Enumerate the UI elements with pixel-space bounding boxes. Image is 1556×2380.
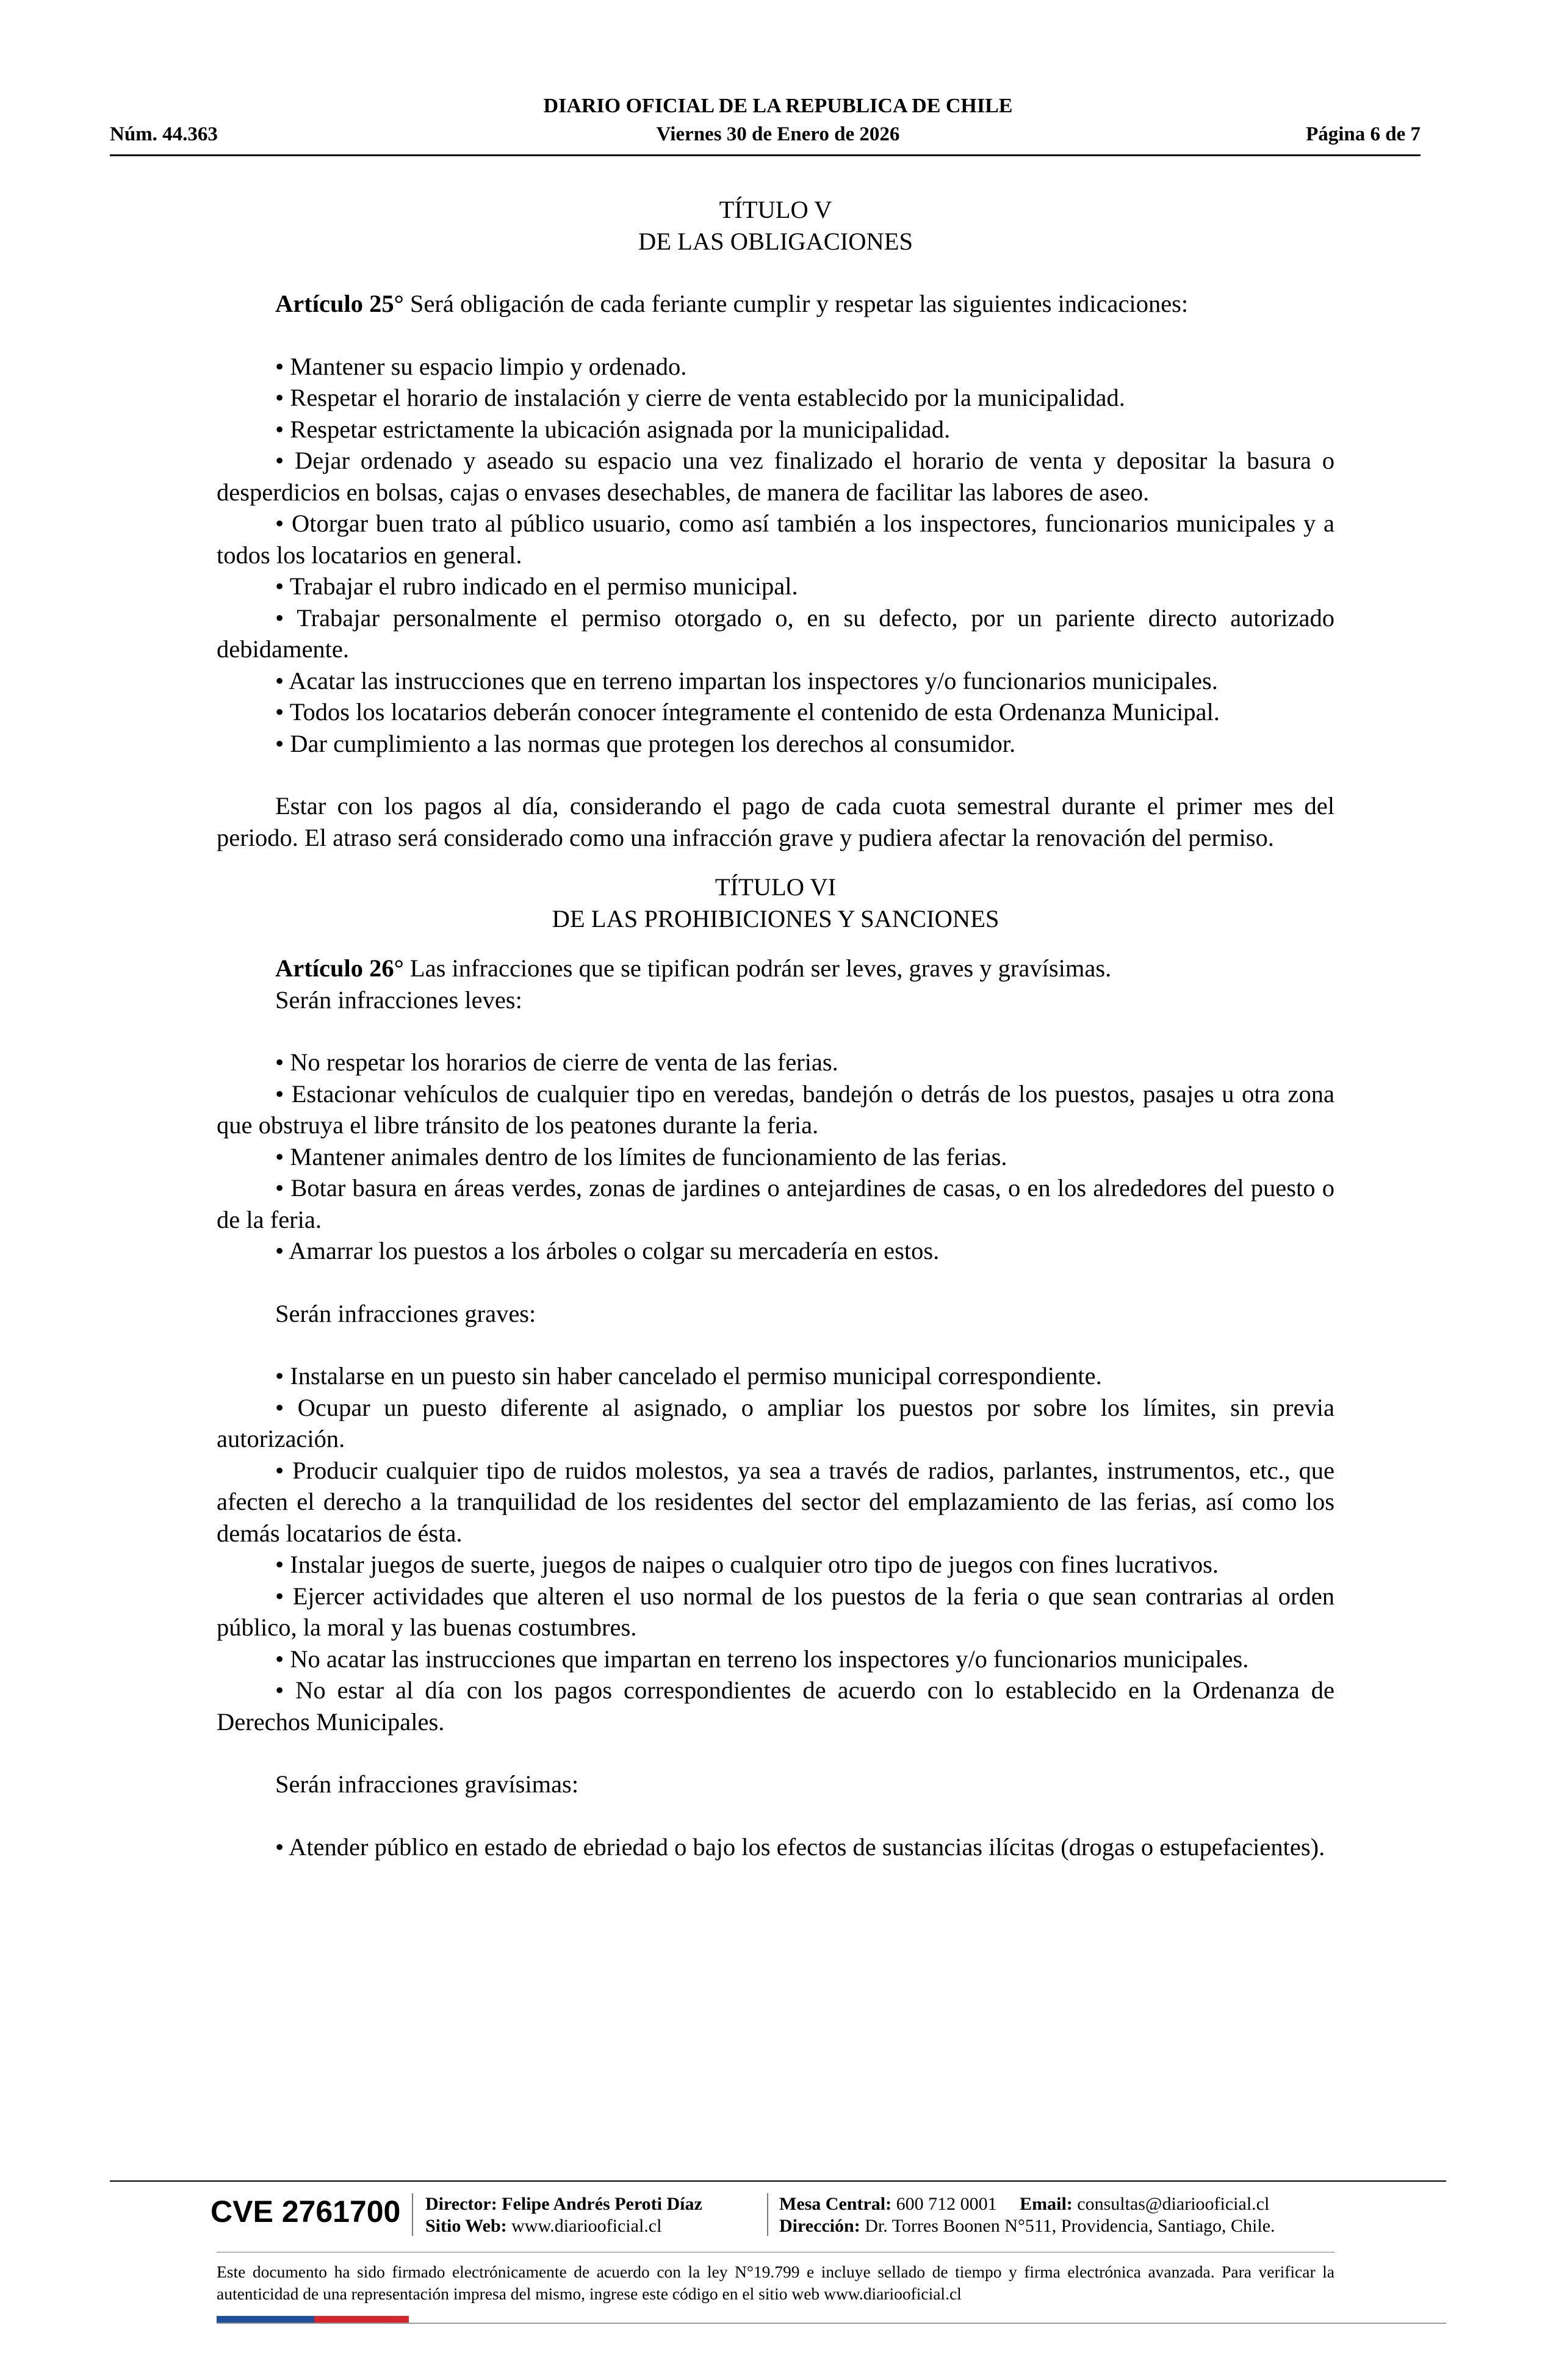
bullet-item: • Amarrar los puestos a los árboles o colgar su mercadería en estos. xyxy=(275,1237,940,1264)
footer-separator xyxy=(412,2193,413,2236)
section-heading: DE LAS OBLIGACIONES xyxy=(638,227,913,255)
bullet-item: • Estacionar vehículos de cualquier tipo en veredas, bandejón o detrás de los puestos, pasajes u otra zona que obstruya el libre tránsito de los peatones durante la feria. xyxy=(217,1080,1334,1139)
bullet-item: • Trabajar el rubro indicado en el permiso municipal. xyxy=(275,572,798,600)
bullet-item: • Mantener animales dentro de los límites de funcionamiento de las ferias. xyxy=(275,1142,1007,1170)
bullet-item: • Respetar el horario de instalación y cierre de venta establecido por la municipalidad. xyxy=(275,384,1125,411)
bullet-item: • Acatar las instrucciones que en terreno impartan los inspectores y/o funcionarios municipales. xyxy=(275,666,1218,694)
header-divider xyxy=(110,154,1421,156)
footer-contact-block xyxy=(779,2193,1275,2237)
address-label: Dirección: xyxy=(779,2216,860,2236)
bullet-item: • Mantener su espacio limpio y ordenado. xyxy=(275,352,687,380)
bullet-item: • Respetar estrictamente la ubicación asignada por la municipalidad. xyxy=(275,415,951,443)
footer-divider xyxy=(110,2180,1446,2182)
paragraph: Estar con los pagos al día, considerando el pago de cada cuota semestral durante el primer mes del periodo. El atraso será considerado como una infracción grave y pudiera afectar la renovación del permiso. xyxy=(217,792,1334,851)
bullet-item: • No respetar los horarios de cierre de venta de las ferias. xyxy=(275,1048,838,1076)
site-link[interactable]: www.diariooficial.cl xyxy=(511,2216,662,2236)
director-name: Felipe Andrés Peroti Díaz xyxy=(502,2194,702,2214)
bullet-item: • Otorgar buen trato al público usuario, como así también a los inspectores, funcionarios municipales y a todos los locatarios en general. xyxy=(217,510,1334,569)
bullet-item: • Dejar ordenado y aseado su espacio una vez finalizado el horario de venta y depositar la basura o desperdicios en bolsas, cajas o envases desechables, de manera de facilitar las labores de aseo. xyxy=(217,447,1334,506)
footer-director-block xyxy=(425,2193,702,2237)
bullet-item: • Botar basura en áreas verdes, zonas de jardines o antejardines de casas, o en los alrededores del puesto o de la feria. xyxy=(217,1174,1334,1233)
cve-code: CVE 2761700 xyxy=(211,2194,401,2229)
bullet-item: • Ocupar un puesto diferente al asignado, o ampliar los puestos por sobre los límites, sin previa autorización. xyxy=(217,1393,1334,1452)
section-heading: TÍTULO VI xyxy=(715,873,837,901)
paragraph: Serán infracciones graves: xyxy=(275,1299,536,1327)
bullet-item: • Producir cualquier tipo de ruidos molestos, ya sea a través de radios, parlantes, instrumentos, etc., que afecten el derecho a la tranquilidad de los residentes del sector del emplazamiento de las ferias, así como los demás locatarios de ésta. xyxy=(217,1456,1334,1547)
publication-title: DIARIO OFICIAL DE LA REPUBLICA DE CHILE xyxy=(543,95,1013,117)
paragraph: Serán infracciones gravísimas: xyxy=(275,1770,579,1798)
footer-separator xyxy=(767,2193,768,2236)
bullet-item: • Ejercer actividades que alteren el uso normal de los puestos de la feria o que sean contrarias al orden público, la moral y las buenas costumbres. xyxy=(217,1582,1334,1641)
email-label: Email: xyxy=(1020,2194,1073,2214)
article-number: Artículo 25° xyxy=(275,290,404,317)
section-heading: TÍTULO V xyxy=(719,196,832,223)
email-link[interactable]: consultas@diariooficial.cl xyxy=(1077,2194,1270,2214)
article-number: Artículo 26° xyxy=(275,954,404,982)
article-paragraph xyxy=(217,288,1334,320)
bullet-item: • Dar cumplimiento a las normas que protegen los derechos al consumidor. xyxy=(275,729,1016,757)
paragraph: Serán infracciones leves: xyxy=(275,986,522,1014)
bullet-item: • Instalar juegos de suerte, juegos de naipes o cualquier otro tipo de juegos con fines lucrativos. xyxy=(275,1551,1219,1578)
bullet-item: • No acatar las instrucciones que impartan en terreno los inspectores y/o funcionarios municipales. xyxy=(275,1645,1249,1673)
issue-date: Viernes 30 de Enero de 2026 xyxy=(656,123,900,145)
document-body xyxy=(217,194,1334,1863)
bullet-item: • No estar al día con los pagos correspondientes de acuerdo con lo establecido en la Ordenanza de Derechos Municipales. xyxy=(217,1676,1334,1736)
section-heading: DE LAS PROHIBICIONES Y SANCIONES xyxy=(552,904,1000,932)
bullet-item: • Instalarse en un puesto sin haber cancelado el permiso municipal correspondiente. xyxy=(275,1362,1102,1390)
bullet-item: • Atender público en estado de ebriedad o bajo los efectos de sustancias ilícitas (drogas o estupefacientes). xyxy=(275,1833,1325,1861)
page-number: Página 6 de 7 xyxy=(1306,123,1421,145)
address-text: Dr. Torres Boonen N°511, Providencia, Santiago, Chile. xyxy=(865,2216,1275,2236)
issue-number: Núm. 44.363 xyxy=(110,123,218,145)
mesa-phone: 600 712 0001 xyxy=(896,2194,997,2214)
bullet-item: • Trabajar personalmente el permiso otorgado o, en su defecto, por un pariente directo autorizado debidamente. xyxy=(217,604,1334,663)
legal-notice: Este documento ha sido firmado electrónicamente de acuerdo con la ley N°19.799 e incluye sellado de tiempo y firma electrónica avanzada. Para verificar la autenticidad de una representación impresa del mismo, ingrese este código en el sitio web www.diariooficial.cl xyxy=(217,2262,1334,2303)
article-text: Las infracciones que se tipifican podrán ser leves, graves y gravísimas. xyxy=(403,954,1112,982)
footer-bottom-rule xyxy=(217,2323,1446,2324)
mesa-label: Mesa Central: xyxy=(779,2194,892,2214)
director-label: Director: xyxy=(425,2194,497,2214)
bullet-item: • Todos los locatarios deberán conocer íntegramente el contenido de esta Ordenanza Municipal. xyxy=(275,698,1220,726)
article-paragraph xyxy=(217,953,1334,984)
site-label: Sitio Web: xyxy=(425,2216,507,2236)
article-text: Será obligación de cada feriante cumplir y respetar las siguientes indicaciones: xyxy=(403,290,1189,317)
